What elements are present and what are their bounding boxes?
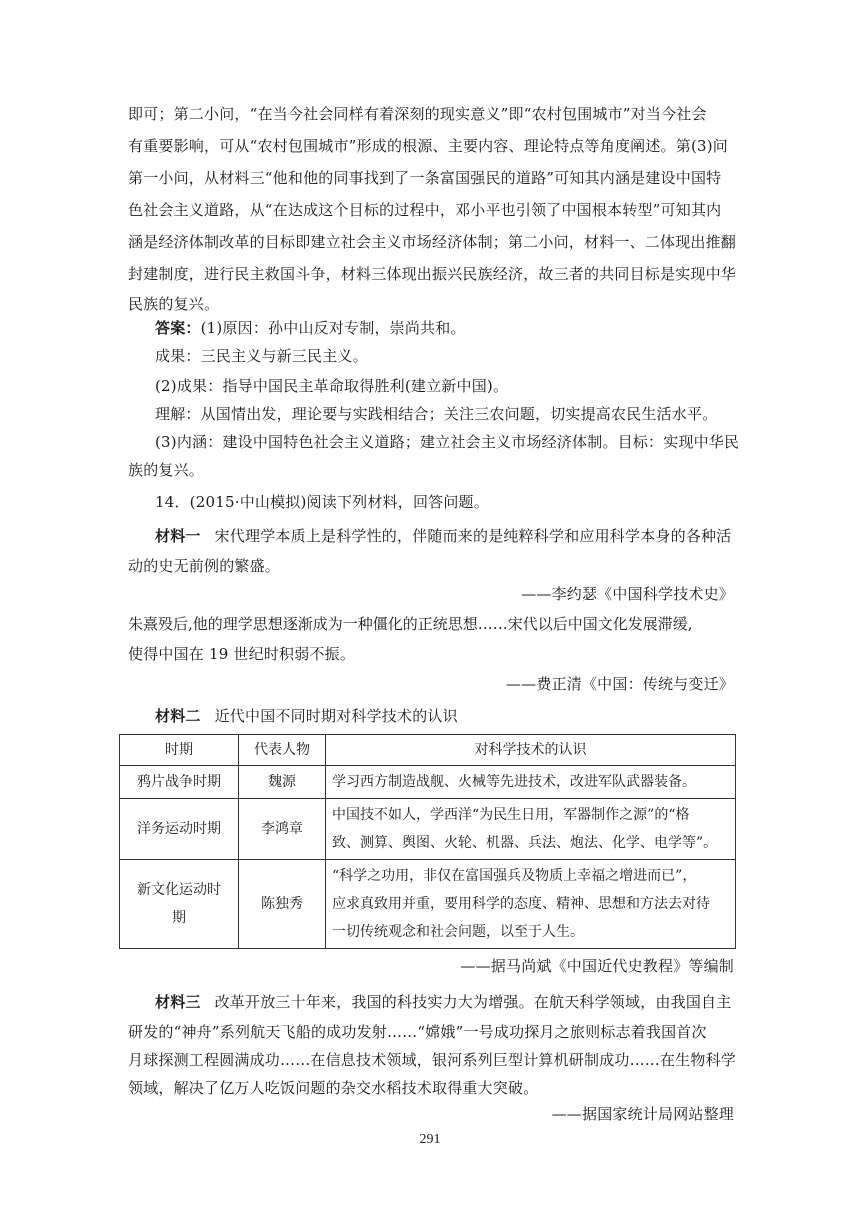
answer-line-1 [155, 318, 734, 338]
material-2-heading [155, 706, 734, 726]
material-2-citation: ——据马尚斌《中国近代史教程》等编制 [460, 957, 734, 975]
answer-line-6: 族的复兴。 [128, 461, 205, 479]
material-1-line [155, 526, 734, 546]
view-line: 中国技不如人，学西洋“为民生日用，军器制作之源”的“格 [332, 807, 690, 823]
question-14 [155, 492, 734, 512]
material-3-citation: ——据国家统计局网站整理 [551, 1105, 734, 1123]
material-1-line: 动的史无前例的繁盛。 [128, 557, 281, 575]
intro-line: 民族的复兴。 [128, 295, 220, 313]
table-cell-person: 陈独秀 [239, 860, 326, 949]
material-2-title: 近代中国不同时期对科学技术的认识 [214, 707, 458, 725]
material-1-para2-line: 朱熹殁后,他的理学思想逐渐成为一种僵化的正统思想……宋代以后中国文化发展滞缓, [128, 615, 693, 633]
intro-line: 有重要影响，可从“农村包围城市”形成的根源、主要内容、理论特点等角度阐述。第(3)问 [128, 137, 728, 155]
answer-line-5: (3)内涵：建设中国特色社会主义道路；建立社会主义市场经济体制。目标：实现中华民 [155, 433, 740, 451]
answer-text: (1)原因：孙中山反对专制，崇尚共和。 [200, 319, 466, 337]
question-prompt: )阅读下列材料，回答问题。 [300, 493, 489, 511]
material-3-text: 改革开放三十年来，我国的科技实力大为增强。在航天科学领域，由我国自主 [214, 993, 732, 1011]
view-line: “科学之功用，非仅在富国强兵及物质上幸福之增进而已”， [332, 868, 697, 884]
table-row [120, 799, 736, 860]
table-header: 时期 [120, 735, 239, 766]
material-2-table [119, 734, 736, 949]
material-3-line [155, 992, 734, 1012]
table-cell-period: 洋务运动时期 [120, 799, 239, 860]
material-1-citation-2: ——费正清《中国：传统与变迁》 [505, 675, 734, 693]
table-cell-period: 鸦片战争时期 [120, 766, 239, 799]
material-3-line: 月球探测工程圆满成功……在信息技术领域，银河系列巨型计算机研制成功……在生物科学 [128, 1051, 737, 1069]
table-cell-view [326, 860, 736, 949]
table-header: 代表人物 [239, 735, 326, 766]
material-1-para2-line: 使得中国在 19 世纪时积弱不振。 [128, 645, 356, 663]
period-line: 期 [172, 910, 186, 926]
view-line: 致、测算、舆图、火轮、机器、兵法、炮法、化学、电学等”。 [332, 835, 718, 851]
intro-line: 封建制度，进行民主救国斗争，材料三体现出振兴民族经济，故三者的共同目标是实现中华 [128, 265, 737, 283]
intro-line: 涵是经济体制改革的目标即建立社会主义市场经济体制；第二小问，材料一、二体现出推翻 [128, 233, 737, 251]
intro-line: 第一小问，从材料三“他和他的同事找到了一条富国强民的道路”可知其内涵是建设中国特 [128, 169, 722, 187]
material-2-label: 材料二 [155, 707, 201, 725]
table-cell-person: 李鸿章 [239, 799, 326, 860]
intro-line: 色社会主义道路，从“在达成这个目标的过程中，邓小平也引领了中国根本转型”可知其内 [128, 201, 722, 219]
material-1-citation: ——李约瑟《中国科学技术史》 [521, 585, 734, 603]
material-3-line: 研发的“神舟”系列航天飞船的成功发射……“嫦娥”一号成功探月之旅则标志着我国首次 [128, 1023, 707, 1041]
table-cell-period [120, 860, 239, 949]
question-number: 14．(2015· [155, 493, 240, 511]
table-header: 对科学技术的认识 [326, 735, 736, 766]
material-3-label: 材料三 [155, 993, 201, 1011]
answer-line-4: 理解：从国情出发，理论要与实践相结合；关注三农问题，切实提高农民生活水平。 [155, 405, 718, 423]
table-cell-view [326, 799, 736, 860]
table-header-row [120, 735, 736, 766]
answer-line-2: 成果：三民主义与新三民主义。 [155, 347, 368, 365]
intro-line: 即可；第二小问，“在当今社会同样有着深刻的现实意义”即“农村包围城市”对当今社会 [128, 105, 707, 123]
answer-label: 答案： [155, 319, 201, 337]
answer-line-3: (2)成果：指导中国民主革命取得胜利(建立新中国)。 [155, 377, 509, 395]
view-line: 应求真致用并重，要用科学的态度、精神、思想和方法去对待 [332, 896, 710, 912]
page-number: 291 [419, 1132, 441, 1147]
table-cell-person: 魏源 [239, 766, 326, 799]
table-row [120, 860, 736, 949]
question-source: 中山模拟 [239, 493, 301, 511]
view-line: 一切传统观念和社会问题，以至于人生。 [332, 924, 584, 940]
period-line: 新文化运动时 [137, 882, 221, 898]
material-3-line: 领域，解决了亿万人吃饭问题的杂交水稻技术取得重大突破。 [128, 1079, 539, 1097]
table-row [120, 766, 736, 799]
table-cell-view: 学习西方制造战舰、火械等先进技术，改进军队武器装备。 [326, 766, 736, 799]
material-1-text: 宋代理学本质上是科学性的，伴随而来的是纯粹科学和应用科学本身的各种活 [214, 527, 732, 545]
material-1-label: 材料一 [155, 527, 201, 545]
